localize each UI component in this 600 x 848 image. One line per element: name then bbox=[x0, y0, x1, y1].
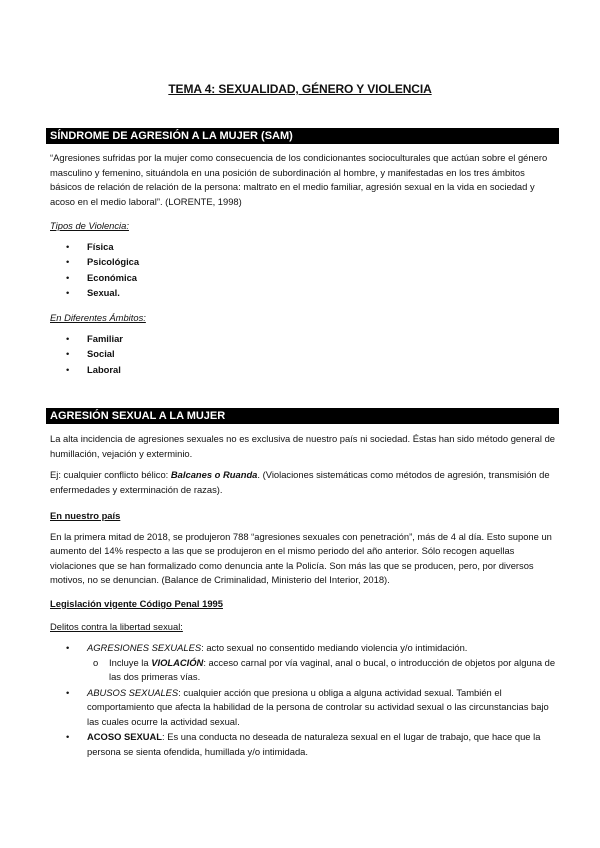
bullet-icon: • bbox=[66, 271, 70, 283]
crimes-heading-block bbox=[50, 620, 558, 635]
example-emphasis: Balcanes o Ruanda bbox=[170, 469, 258, 480]
crimes-heading: Delitos contra la libertad sexual: bbox=[50, 621, 183, 632]
areas-label: En Diferentes Ámbitos: bbox=[50, 312, 146, 323]
crime-term: AGRESIONES SEXUALES bbox=[87, 642, 202, 653]
bullet-icon: • bbox=[66, 686, 70, 698]
intro-paragraph: La alta incidencia de agresiones sexuales no es exclusiva de nuestro país ni sociedad. Éstas han sido método general de humillación, vejación y exterminio. bbox=[50, 433, 556, 459]
list-item: • Económica bbox=[50, 271, 558, 287]
page-title: TEMA 4: SEXUALIDAD, GÉNERO Y VIOLENCIA bbox=[168, 82, 432, 96]
bullet-icon: • bbox=[66, 240, 70, 252]
areas-list bbox=[50, 332, 558, 379]
bullet-icon: • bbox=[66, 256, 70, 268]
example-paragraph: Ej: cualquier conflicto bélico: Balcanes o Ruanda. (Violaciones sistemáticas como métodos de agresión, transmisión de enfermedades y exterminación de razas). bbox=[50, 469, 550, 495]
sam-quote-text: “Agresiones sufridas por la mujer como consecuencia de los condicionantes socioculturales que actúan sobre el género masculino y femenino, situándola en una posición de subordinación al hombre, y manifestadas en los tres ámbitos básicos de relación de relación de la persona: maltrato en el medio familiar, agresión sexual en la vida en sociedad y acoso en el medio laboral”. (LORENTE, 1998) bbox=[50, 152, 548, 207]
country-heading: En nuestro país bbox=[50, 510, 121, 521]
crime-term: ACOSO SEXUAL bbox=[87, 731, 163, 743]
crimes-section bbox=[50, 641, 558, 761]
law-heading-block bbox=[50, 597, 558, 612]
section-heading-sam: SÍNDROME DE AGRESIÓN A LA MUJER (SAM) bbox=[46, 128, 559, 144]
list-item: • Psicológica bbox=[50, 255, 558, 271]
list-item: • Sexual. bbox=[50, 286, 558, 302]
country-section bbox=[50, 509, 558, 588]
list-item: • Física bbox=[50, 240, 558, 256]
list-item: • ABUSOS SEXUALES: cualquier acción que presiona u obliga a alguna actividad sexual. También el comportamiento que afecta la habilidad de la persona de controlar su actividad sexual o las circunstancias bajo las cuales ocurre la actividad sexual. bbox=[66, 686, 549, 727]
country-text: En la primera mitad de 2018, se produjeron 788 “agresiones sexuales con penetración”, más de 4 al día. Esto supone un aumento del 14% respecto a las que se produjeron en el mismo periodo del año anterior. Sólo recogen aquellas violaciones que se han formalizado como denuncia ante la Policía. Son más las que se producen, pero, por diversos motivos, no se denuncian. (Balance de Criminalidad, Ministerio del Interior, 2018). bbox=[50, 530, 552, 586]
sam-definition-quote bbox=[50, 151, 558, 209]
bullet-icon: • bbox=[66, 287, 70, 299]
violence-types-label: Tipos de Violencia: bbox=[50, 220, 129, 231]
violence-types-section bbox=[50, 219, 558, 302]
crimes-list bbox=[50, 641, 558, 760]
list-item: • Social bbox=[50, 347, 558, 363]
bullet-icon: • bbox=[66, 332, 70, 344]
circle-bullet-icon: o bbox=[93, 656, 99, 668]
bullet-icon: • bbox=[66, 348, 70, 360]
list-item: • AGRESIONES SEXUALES: acto sexual no consentido mediando violencia y/o intimidación. o Incluye la VIOLACIÓN: acceso carnal por vía vaginal, anal o bucal, o introducción de objetos por alguna de las dos primeras vías. bbox=[50, 641, 558, 685]
list-item: • Laboral bbox=[50, 363, 558, 379]
list-item: • ACOSO SEXUAL: Es una conducta no deseada de naturaleza sexual en el lugar de trabajo, que hace que la persona se sienta ofendida, humillada y/o intimidada. bbox=[66, 731, 541, 758]
list-item: o Incluye la VIOLACIÓN: acceso carnal por vía vaginal, anal o bucal, o introducción de objetos por alguna de las dos primeras vías. bbox=[93, 656, 556, 683]
violence-types-list bbox=[50, 240, 558, 302]
bullet-icon: • bbox=[66, 731, 70, 743]
law-heading: Legislación vigente Código Penal 1995 bbox=[50, 598, 223, 609]
section-heading-sexual-aggression: AGRESIÓN SEXUAL A LA MUJER bbox=[46, 408, 559, 424]
sub-list bbox=[87, 656, 558, 685]
bullet-icon: • bbox=[66, 363, 70, 375]
bullet-icon: • bbox=[66, 642, 70, 653]
areas-section bbox=[50, 311, 558, 378]
list-item: • Familiar bbox=[50, 332, 558, 348]
crime-term: ABUSOS SEXUALES bbox=[87, 686, 179, 698]
